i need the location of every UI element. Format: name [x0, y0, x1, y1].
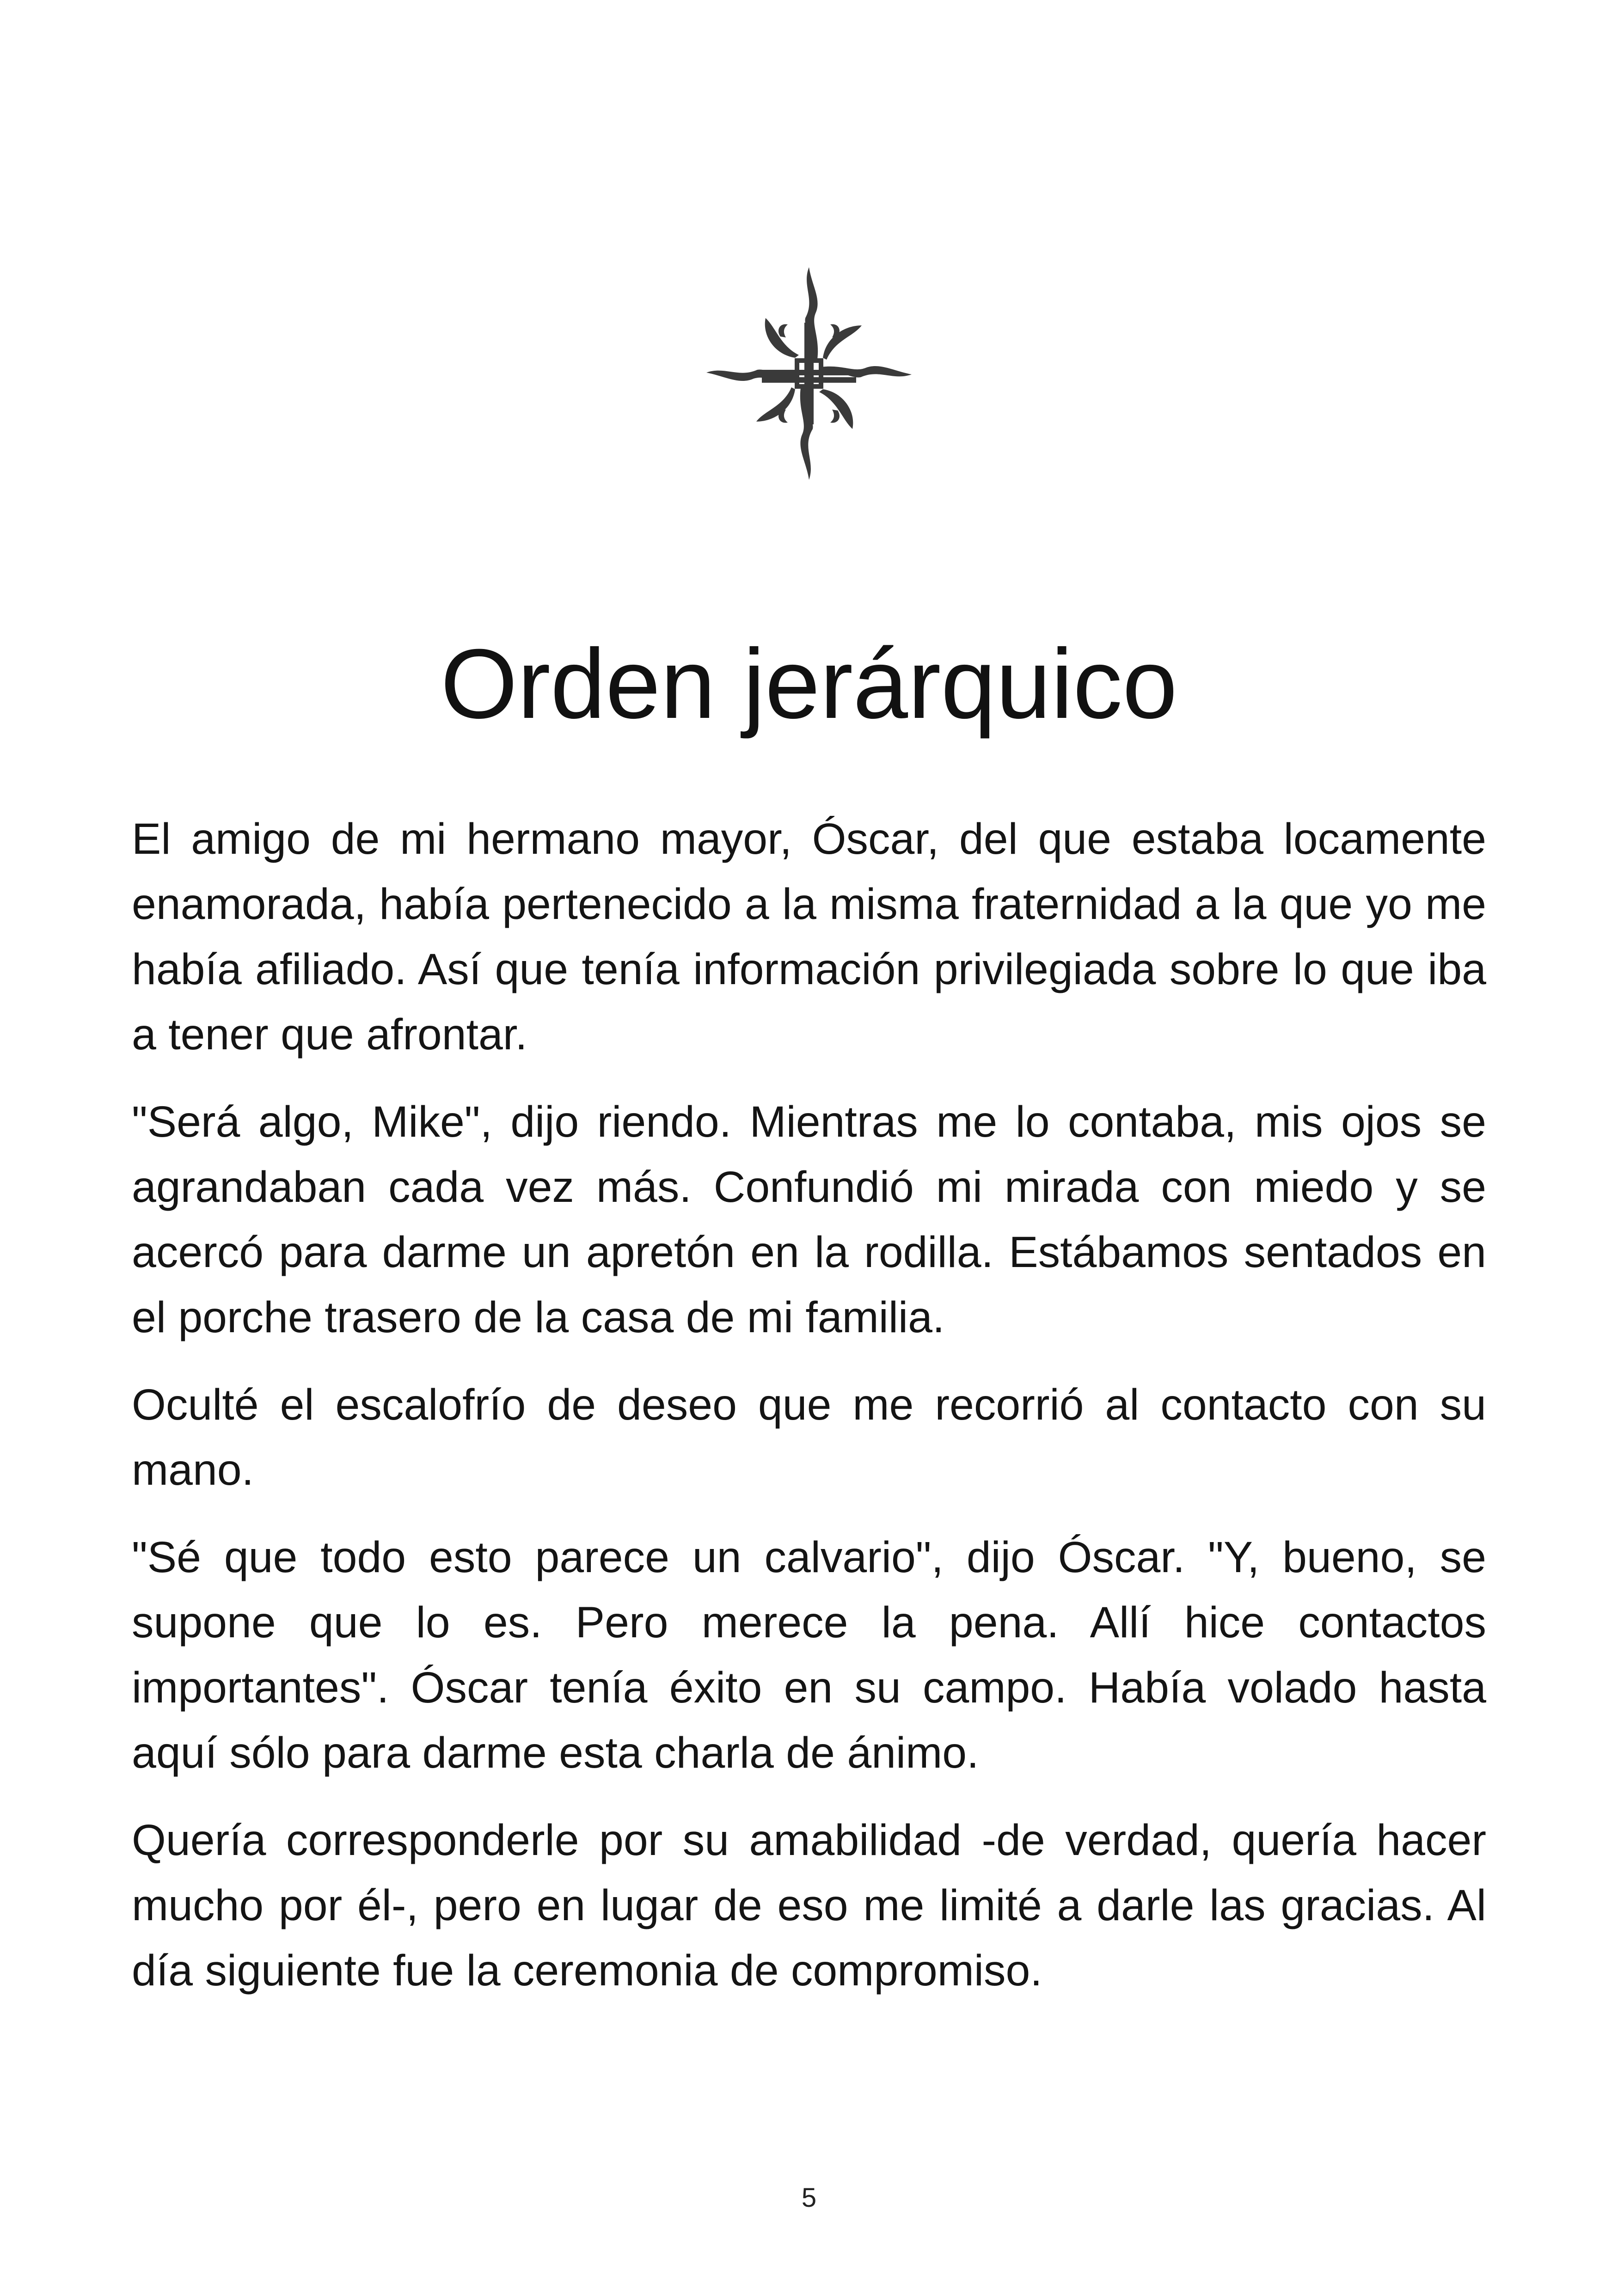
chapter-title: Orden jerárquico — [441, 629, 1177, 739]
paragraph-4: "Sé que todo esto parece un calvario", dijo Óscar. "Y, bueno, se supone que lo es. Pero merece la pena. Allí hice contactos importantes". Óscar tenía éxito en su campo. Había volado hasta aquí sólo para darme esta charla de ánimo. — [132, 1533, 1486, 1777]
page-number: 5 — [801, 2183, 817, 2213]
paragraph-5: Quería corresponderle por su amabilidad -de verdad, quería hacer mucho por él-, pero en lugar de eso me limité a darle las gracias. Al día siguiente fue la ceremonia de compromiso. — [132, 1816, 1486, 1995]
paragraph-1: El amigo de mi hermano mayor, Óscar, del que estaba locamente enamorada, había pertenecido a la misma fraternidad a la que yo me había afiliado. Así que tenía información privilegiada sobre lo que iba a tener que afrontar. — [132, 814, 1486, 1059]
ornament-svg — [706, 267, 912, 480]
chapter-body — [132, 807, 1486, 2026]
celtic-cross-ornament-icon — [706, 267, 912, 480]
paragraph-2: "Será algo, Mike", dijo riendo. Mientras me lo contaba, mis ojos se agrandaban cada vez más. Confundió mi mirada con miedo y se acercó para darme un apretón en la rodilla. Estábamos sentados en el porche trasero de la casa de mi familia. — [132, 1097, 1486, 1342]
paragraph-3: Oculté el escalofrío de deseo que me recorrió al contacto con su mano. — [132, 1380, 1486, 1494]
